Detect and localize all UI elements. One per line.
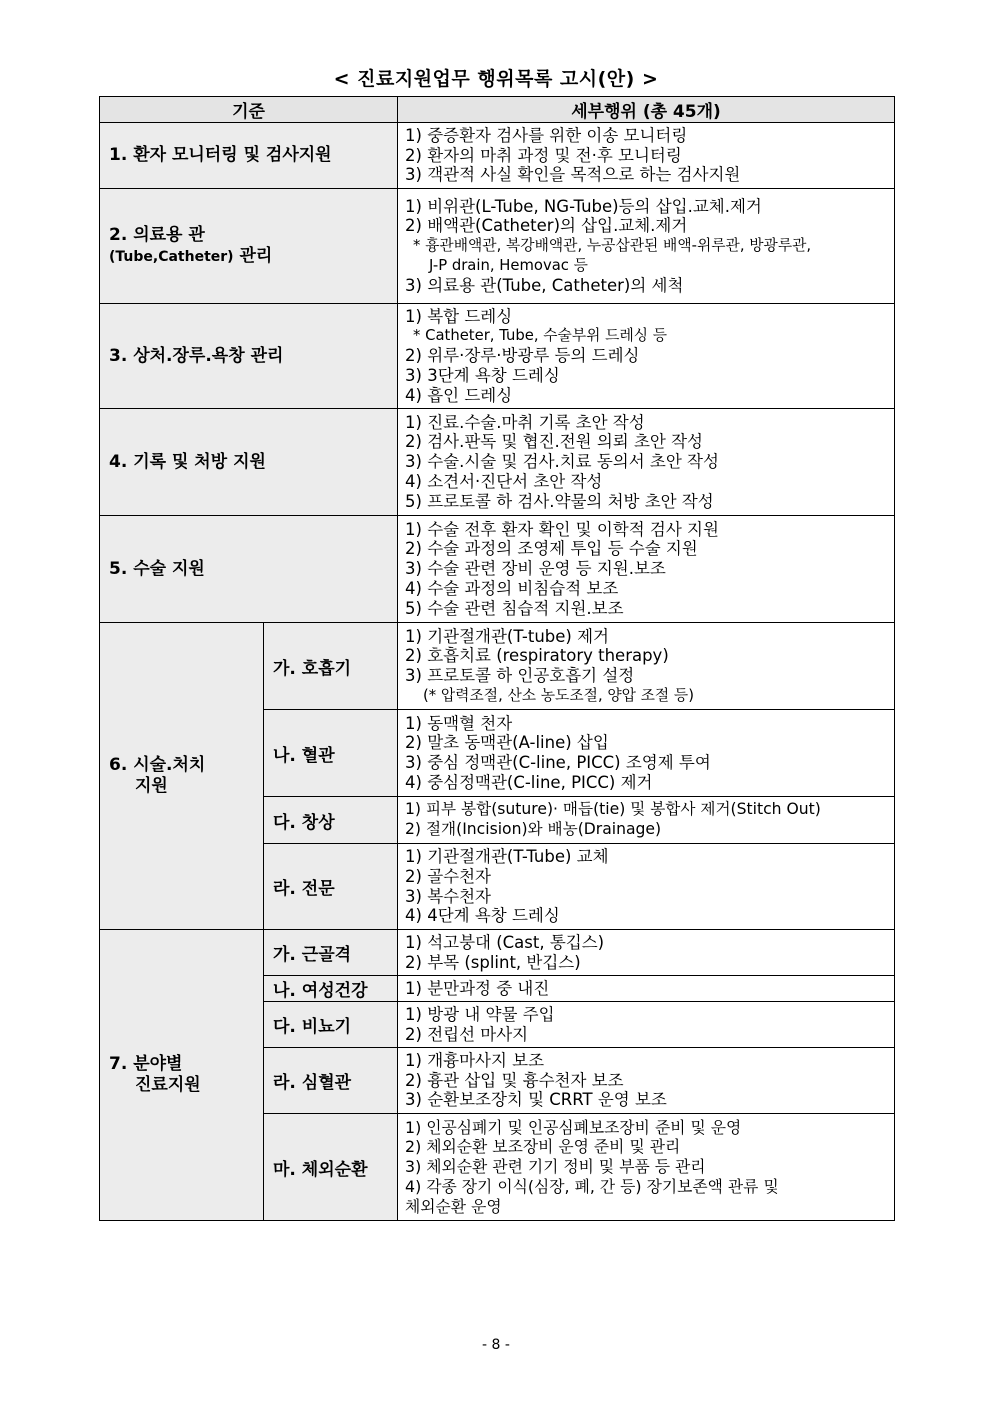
details-cell-7c	[398, 1002, 895, 1048]
details-cell-7d	[398, 1048, 895, 1114]
subcategory-label-6c: 다. 창상	[264, 797, 398, 844]
category-label-6-line1: 6. 시술.처치	[109, 755, 206, 775]
subcategory-label-6d: 라. 전문	[264, 844, 398, 930]
category-label-5: 5. 수술 지원	[100, 516, 398, 623]
detail-item: 1) 기관절개관(T-Tube) 교체	[405, 847, 609, 867]
detail-item: 4) 중심정맥관(C-line, PICC) 제거	[405, 772, 653, 792]
section-row-4	[100, 409, 895, 516]
detail-item: 3) 프로토콜 하 인공호흡기 설정	[405, 666, 635, 685]
detail-item: 2) 흉관 삽입 및 흉수천자 보조	[405, 1070, 624, 1090]
detail-note: * Catheter, Tube, 수술부위 드레싱 등	[413, 327, 668, 345]
details-cell-5	[398, 516, 895, 623]
detail-item: 1) 석고붕대 (Cast, 통깁스)	[405, 932, 605, 952]
detail-item: 2) 절개(Incision)와 배농(Drainage)	[405, 820, 662, 838]
subcategory-label-6b: 나. 혈관	[264, 710, 398, 797]
detail-item: 5) 수술 관련 침습적 지원.보조	[405, 598, 624, 618]
header-details: 세부행위 (총 45개)	[398, 97, 895, 123]
subcategory-label-7c: 다. 비뇨기	[264, 1002, 398, 1048]
detail-item: 2) 전립선 마사지	[405, 1024, 529, 1044]
subcategory-label-7d: 라. 심혈관	[264, 1048, 398, 1114]
detail-item: 2) 환자의 마취 과정 및 전·후 모니터링	[405, 145, 682, 165]
table-header-row	[100, 97, 895, 123]
detail-item: 1) 중증환자 검사를 위한 이송 모니터링	[405, 125, 688, 145]
details-cell-4	[398, 409, 895, 516]
detail-item: 2) 위루·장루·방광루 등의 드레싱	[405, 346, 640, 366]
detail-item: 체외순환 운영	[405, 1196, 502, 1216]
page-number: - 8 -	[482, 1337, 510, 1353]
detail-item: 4) 수술 과정의 비침습적 보조	[405, 578, 619, 598]
detail-item: 3) 수술 관련 장비 운영 등 지원.보조	[405, 559, 666, 579]
details-cell-7e	[398, 1114, 895, 1221]
section-row-2	[100, 189, 895, 304]
detail-item: 4) 4단계 욕창 드레싱	[405, 906, 560, 926]
detail-item: 2) 검사.판독 및 협진.전원 의뢰 초안 작성	[405, 432, 703, 452]
detail-item: 1) 동맥혈 천자	[405, 713, 513, 733]
details-cell-6c	[398, 797, 895, 844]
detail-item: 4) 흡인 드레싱	[405, 385, 513, 405]
category-label-2-line1: 2. 의료용 관	[109, 224, 205, 245]
section-row-1	[100, 123, 895, 189]
category-label-4: 4. 기록 및 처방 지원	[100, 409, 398, 516]
detail-item: 1) 인공심폐기 및 인공심폐보조장비 준비 및 운영	[405, 1117, 742, 1137]
detail-item: 1) 비위관(L-Tube, NG-Tube)등의 삽입.교체.제거	[405, 196, 762, 216]
detail-item: 1) 방광 내 약물 주입	[405, 1004, 555, 1024]
procedure-table	[99, 96, 895, 1221]
category-label-7-line2: 진료지원	[135, 1075, 201, 1095]
subcategory-label-7a: 가. 근골격	[264, 930, 398, 976]
detail-item: 1) 피부 봉합(suture)· 매듭(tie) 및 봉합사 제거(Stitch Out)	[405, 800, 821, 819]
section-row-5	[100, 516, 895, 623]
category-label-3: 3. 상처.장루.욕창 관리	[100, 304, 398, 409]
detail-item: 3) 3단계 욕창 드레싱	[405, 365, 560, 385]
detail-item: 1) 기관절개관(T-tube) 제거	[405, 626, 609, 646]
detail-item: 3) 순환보조장치 및 CRRT 운영 보조	[405, 1090, 667, 1110]
details-cell-3	[398, 304, 895, 409]
category-label-2-line2: (Tube,Catheter)	[109, 248, 234, 265]
detail-item: 2) 골수천자	[405, 866, 491, 886]
subcategory-label-6a: 가. 호흡기	[264, 623, 398, 710]
detail-item: 3) 중심 정맥관(C-line, PICC) 조영제 투여	[405, 753, 711, 772]
subcategory-label-7e: 마. 체외순환	[264, 1114, 398, 1221]
category-label-6	[100, 623, 264, 930]
header-criteria: 기준	[100, 97, 398, 123]
detail-item: 4) 각종 장기 이식(심장, 폐, 간 등) 장기보존액 관류 및	[405, 1176, 779, 1196]
detail-item: 2) 말초 동맥관(A-line) 삽입	[405, 733, 609, 753]
category-label-2	[100, 189, 398, 304]
details-cell-7a	[398, 930, 895, 976]
detail-item: 1) 복합 드레싱	[405, 306, 513, 326]
detail-item: 3) 수술.시술 및 검사.치료 동의서 초안 작성	[405, 452, 719, 472]
details-cell-6b	[398, 710, 895, 797]
category-label-6-line2: 지원	[135, 776, 168, 796]
category-label-2-suffix: 관리	[239, 245, 273, 266]
detail-item: 3) 복수천자	[405, 886, 491, 906]
detail-item: 2) 호흡치료 (respiratory therapy)	[405, 646, 669, 666]
detail-note: J-P drain, Hemovac 등	[429, 256, 588, 274]
detail-item: 2) 수술 과정의 조영제 투입 등 수술 지원	[405, 539, 698, 559]
detail-item: 4) 소견서·진단서 초안 작성	[405, 471, 603, 491]
detail-note: (* 압력조절, 산소 농도조절, 양압 조절 등)	[423, 686, 694, 704]
detail-item: 1) 분만과정 중 내진	[405, 978, 550, 998]
details-cell-6a	[398, 623, 895, 710]
details-cell-2	[398, 189, 895, 304]
detail-item: 5) 프로토콜 하 검사.약물의 처방 초안 작성	[405, 491, 714, 511]
subcategory-label-7b: 나. 여성건강	[264, 976, 398, 1002]
detail-item: 3) 객관적 사실 확인을 목적으로 하는 검사지원	[405, 165, 741, 185]
category-label-7-line1: 7. 분야별	[109, 1054, 183, 1074]
detail-item: 1) 개흉마사지 보조	[405, 1050, 545, 1070]
details-cell-1	[398, 123, 895, 189]
detail-item: 2) 부목 (splint, 반깁스)	[405, 952, 581, 972]
page-title: < 진료지원업무 행위목록 고시(안) >	[333, 68, 659, 90]
detail-item: 1) 진료.수술.마취 기록 초안 작성	[405, 412, 645, 432]
section-row-3	[100, 304, 895, 409]
detail-item: 2) 배액관(Catheter)의 삽입.교체.제거	[405, 216, 688, 236]
detail-item: 3) 의료용 관(Tube, Catheter)의 세척	[405, 275, 684, 295]
detail-item: 3) 체외순환 관련 기기 정비 및 부품 등 관리	[405, 1157, 706, 1177]
details-cell-7b	[398, 976, 895, 1002]
category-label-7	[100, 930, 264, 1221]
detail-item: 1) 수술 전후 환자 확인 및 이학적 검사 지원	[405, 519, 719, 539]
section-row-7a	[100, 930, 895, 976]
section-row-6a	[100, 623, 895, 710]
detail-item: 2) 체외순환 보조장비 운영 준비 및 관리	[405, 1137, 681, 1157]
category-label-1: 1. 환자 모니터링 및 검사지원	[100, 123, 398, 189]
detail-note: * 흉관배액관, 복강배액관, 누공삽관된 배액-위루관, 방광루관,	[413, 237, 812, 255]
details-cell-6d	[398, 844, 895, 930]
